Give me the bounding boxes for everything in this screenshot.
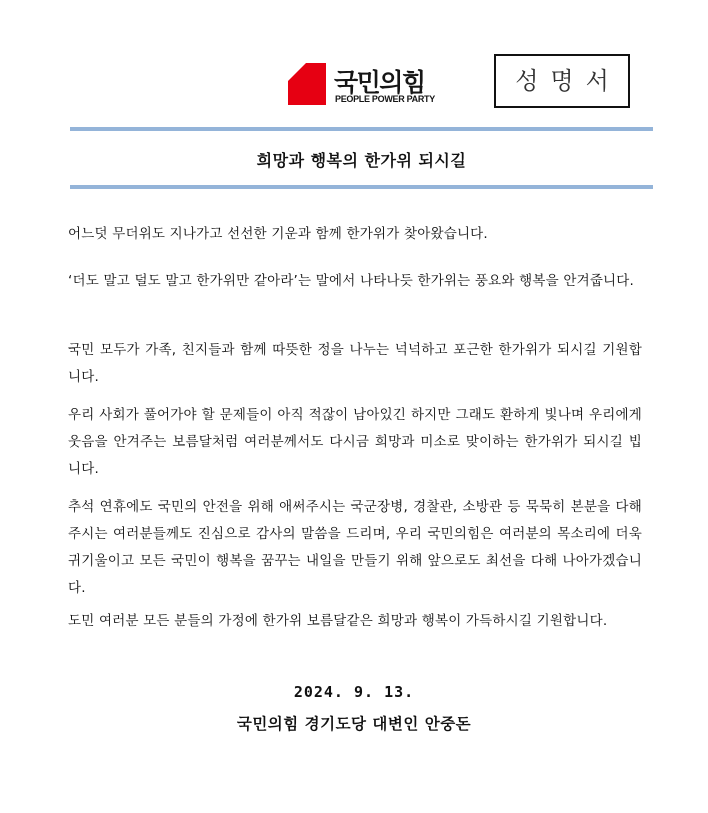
title-rule-top <box>70 127 653 131</box>
paragraph-2: ‘더도 말고 덜도 말고 한가위만 같아라’는 말에서 나타나듯 한가위는 풍요와 행복을 안겨줍니다. <box>68 273 635 289</box>
document-type-box: 성명서 <box>494 54 630 108</box>
paragraph-4: 우리 사회가 풀어가야 할 문제들이 아직 적잖이 남아있긴 하지만 그래도 환하게 빛나며 우리에게 웃음을 안겨주는 보름달처럼 여러분께서도 다시금 희망과 미소로 맞이하는 한가위가 되시길 빕니다. <box>68 407 642 477</box>
party-name-english: PEOPLE POWER PARTY <box>335 94 435 104</box>
paragraph-6: 도민 여러분 모든 분들의 가정에 한가위 보름달같은 희망과 행복이 가득하시길 기원합니다. <box>68 613 608 629</box>
spokesperson-signature: 국민의힘 경기도당 대변인 안중돈 <box>236 715 472 733</box>
party-name-korean: 국민의힘 <box>334 68 425 97</box>
party-logo <box>286 61 446 109</box>
paragraph-1: 어느덧 무더위도 지나가고 선선한 기운과 함께 한가위가 찾아왔습니다. <box>68 226 488 242</box>
title-rule-bottom <box>70 185 653 189</box>
party-logo-icon <box>286 61 330 107</box>
document-title: 희망과 행복의 한가위 되시길 <box>256 151 467 170</box>
paragraph-5: 추석 연휴에도 국민의 안전을 위해 애써주시는 국군장병, 경찰관, 소방관 등 묵묵히 본분을 다해주시는 여러분들께도 진심으로 감사의 말씀을 드리며, 우리 국민의힘은 여러분의 목소리에 더욱 귀기울이고 모든 국민이 행복을 꿈꾸는 내일을 만들기 위해 앞으로도 최선을 다해 나아가겠습니다. <box>68 499 642 596</box>
paragraph-3: 국민 모두가 가족, 친지들과 함께 따뜻한 정을 나누는 넉넉하고 포근한 한가위가 되시길 기원합니다. <box>68 342 642 385</box>
statement-date: 2024. 9. 13. <box>293 683 415 701</box>
